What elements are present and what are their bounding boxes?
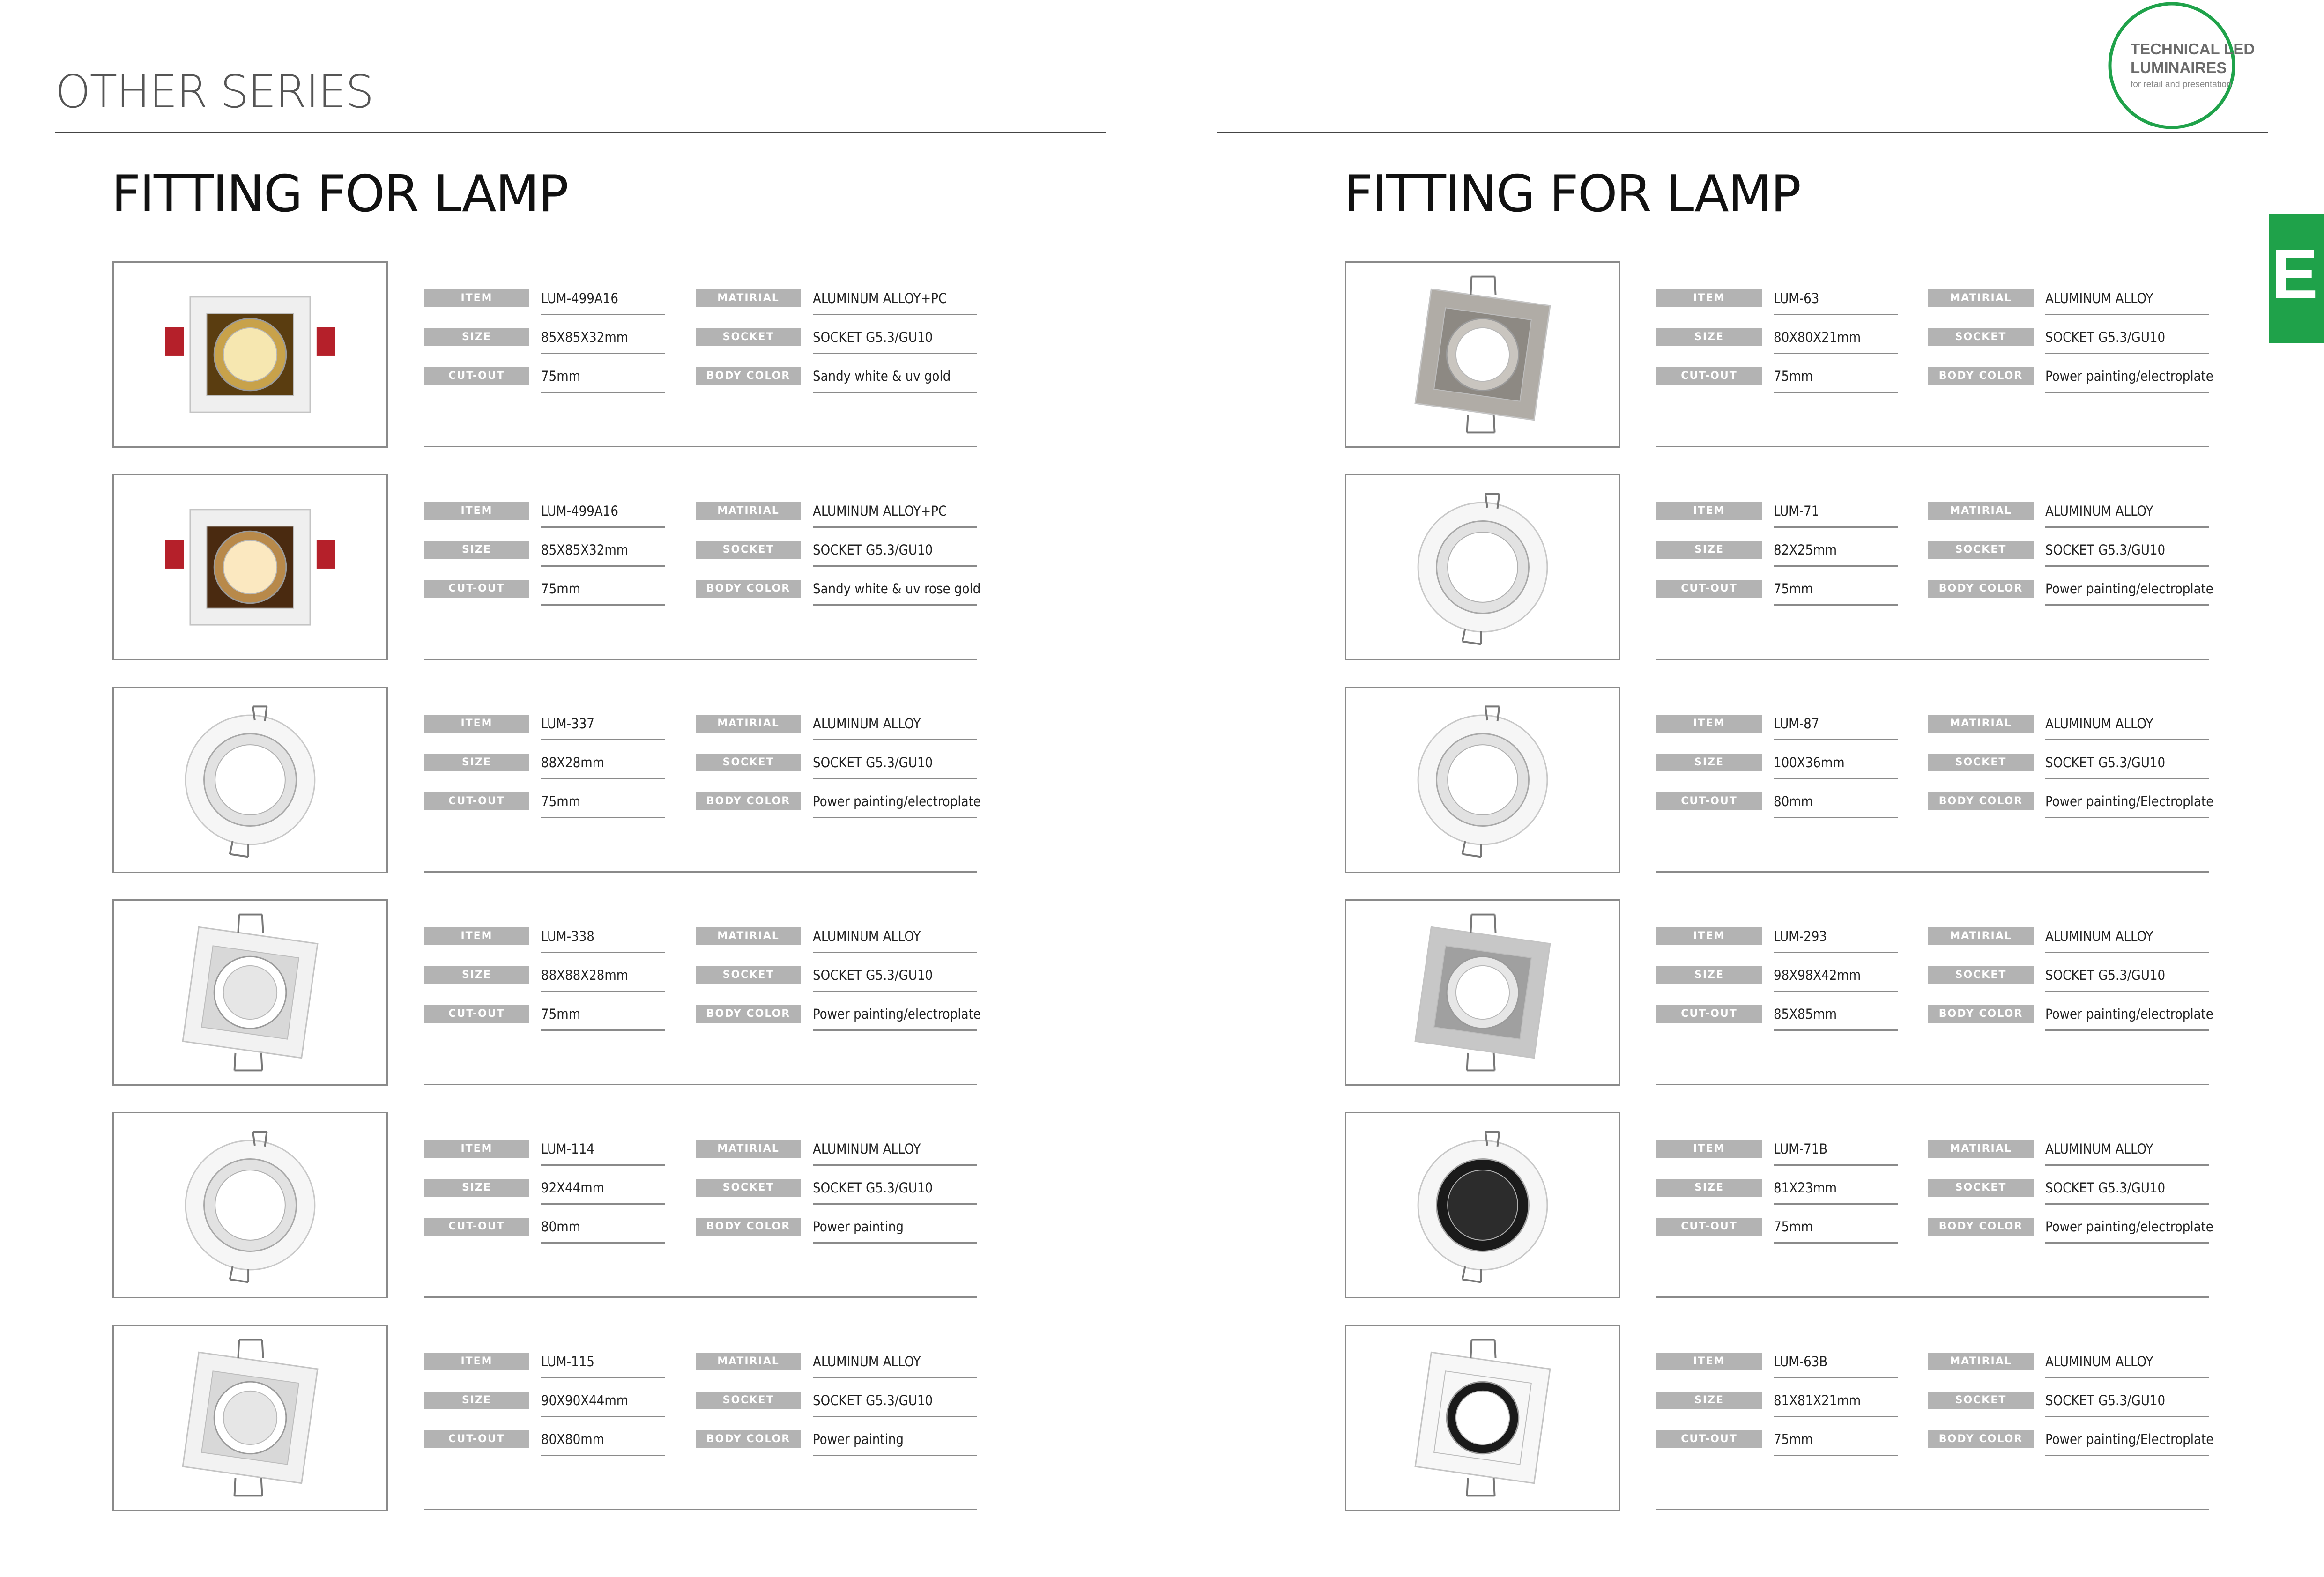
spec-value-size: 85X85X32mm [541, 329, 629, 345]
badge-line1: TECHNICAL LED [2131, 40, 2255, 58]
spec-value-size: 88X28mm [541, 755, 605, 770]
spec-label-size: SIZE [1656, 328, 1762, 346]
spec-value-material: ALUMINUM ALLOY+PC [813, 290, 947, 306]
spec-label-cutout: CUT-OUT [1656, 1430, 1762, 1448]
badge-line2: LUMINAIRES [2131, 59, 2227, 76]
spec-underline [541, 1242, 665, 1244]
spec-underline [2045, 1029, 2209, 1031]
spec-value-size: 92X44mm [541, 1180, 605, 1196]
spec-value-item: LUM-115 [541, 1354, 594, 1370]
round-deep-fitting-icon [114, 1113, 386, 1297]
spec-underline [2045, 1242, 2209, 1244]
spec-value-item: LUM-71B [1774, 1141, 1828, 1157]
row-divider [424, 446, 977, 447]
spec-label-socket: SOCKET [696, 754, 801, 771]
spec-underline [2045, 1455, 2209, 1456]
spec-value-size: 98X98X42mm [1774, 967, 1861, 983]
spec-value-body_color: Power painting/electroplate [2045, 1006, 2213, 1022]
spec-value-socket: SOCKET G5.3/GU10 [813, 1180, 933, 1196]
spec-value-material: ALUMINUM ALLOY [2045, 1141, 2153, 1157]
spec-underline [813, 314, 977, 315]
spec-underline [2045, 604, 2209, 606]
square-gold-reflector-icon [114, 263, 386, 446]
spec-underline [813, 778, 977, 779]
spec-underline [1774, 739, 1898, 740]
spec-underline [541, 314, 665, 315]
spec-underline [541, 991, 665, 992]
spec-label-material: MATIRIAL [696, 927, 801, 945]
spec-value-material: ALUMINUM ALLOY [2045, 928, 2153, 944]
spec-value-cutout: 75mm [1774, 581, 1813, 597]
product-image [1345, 1112, 1620, 1298]
spec-value-socket: SOCKET G5.3/GU10 [2045, 542, 2166, 558]
spec-underline [1774, 1164, 1898, 1166]
spec-underline [2045, 778, 2209, 779]
spec-underline [1774, 991, 1898, 992]
spec-label-material: MATIRIAL [1928, 927, 2034, 945]
spec-value-material: ALUMINUM ALLOY [2045, 1354, 2153, 1370]
spec-value-body_color: Power painting/electroplate [2045, 581, 2213, 597]
spec-label-socket: SOCKET [696, 1179, 801, 1197]
product-image [1345, 687, 1620, 873]
spec-value-cutout: 75mm [541, 368, 581, 384]
spec-label-material: MATIRIAL [696, 502, 801, 520]
spec-label-socket: SOCKET [1928, 966, 2034, 984]
spec-value-cutout: 75mm [1774, 368, 1813, 384]
spec-underline [1774, 353, 1898, 354]
spec-underline [1774, 1455, 1898, 1456]
spec-label-size: SIZE [1656, 966, 1762, 984]
round-large-fitting-icon [1346, 688, 1619, 872]
spec-underline [1774, 817, 1898, 818]
spec-label-material: MATIRIAL [696, 1140, 801, 1158]
spec-value-cutout: 75mm [541, 793, 581, 809]
spec-underline [1774, 604, 1898, 606]
spec-underline [813, 353, 977, 354]
spec-underline [813, 1029, 977, 1031]
spec-value-material: ALUMINUM ALLOY [813, 928, 921, 944]
product-image [1345, 1325, 1620, 1511]
spec-value-material: ALUMINUM ALLOY+PC [813, 503, 947, 519]
spec-underline [1774, 1203, 1898, 1205]
spec-label-socket: SOCKET [1928, 328, 2034, 346]
round-black-fitting-icon [1346, 1113, 1619, 1297]
row-divider [424, 1509, 977, 1510]
row-divider [1656, 1509, 2209, 1510]
spec-underline [1774, 1029, 1898, 1031]
spec-value-material: ALUMINUM ALLOY [813, 1354, 921, 1370]
spec-label-item: ITEM [1656, 927, 1762, 945]
spec-value-socket: SOCKET G5.3/GU10 [2045, 329, 2166, 345]
spec-label-socket: SOCKET [1928, 754, 2034, 771]
spec-value-body_color: Power painting [813, 1219, 904, 1235]
spec-underline [813, 526, 977, 528]
header-rule-left [55, 132, 1106, 133]
row-divider [1656, 871, 2209, 873]
square-nickel-fitting-icon [1346, 263, 1619, 446]
spec-label-body_color: BODY COLOR [696, 580, 801, 598]
spec-label-socket: SOCKET [1928, 541, 2034, 559]
spec-underline [813, 1242, 977, 1244]
spec-label-cutout: CUT-OUT [424, 1430, 529, 1448]
spec-label-body_color: BODY COLOR [696, 1430, 801, 1448]
spec-underline [2045, 1203, 2209, 1205]
spec-underline [813, 392, 977, 393]
spec-value-body_color: Power painting/electroplate [2045, 1219, 2213, 1235]
spec-underline [2045, 1164, 2209, 1166]
spec-value-cutout: 75mm [1774, 1219, 1813, 1235]
spec-underline [541, 817, 665, 818]
spec-label-body_color: BODY COLOR [1928, 580, 2034, 598]
spec-label-socket: SOCKET [1928, 1392, 2034, 1409]
spec-underline [2045, 392, 2209, 393]
spec-label-size: SIZE [424, 1179, 529, 1197]
spec-underline [541, 1455, 665, 1456]
row-divider [1656, 1084, 2209, 1085]
spec-label-size: SIZE [424, 328, 529, 346]
product-image [112, 1325, 388, 1511]
spec-underline [2045, 314, 2209, 315]
product-image [112, 1112, 388, 1298]
spec-value-socket: SOCKET G5.3/GU10 [2045, 1392, 2166, 1408]
spec-label-cutout: CUT-OUT [424, 1005, 529, 1023]
spec-label-socket: SOCKET [696, 1392, 801, 1409]
spec-value-item: LUM-337 [541, 716, 594, 732]
spec-underline [2045, 353, 2209, 354]
spec-label-material: MATIRIAL [1928, 502, 2034, 520]
spec-label-body_color: BODY COLOR [696, 1218, 801, 1236]
spec-underline [1774, 314, 1898, 315]
spec-underline [541, 1164, 665, 1166]
spec-label-size: SIZE [424, 754, 529, 771]
spec-value-cutout: 80X80mm [541, 1431, 605, 1447]
page-title-right: FITTING FOR LAMP [1344, 165, 1801, 223]
spec-label-material: MATIRIAL [696, 715, 801, 733]
header-rule-right [1217, 132, 2268, 133]
row-divider [424, 659, 977, 660]
spec-value-socket: SOCKET G5.3/GU10 [813, 329, 933, 345]
spec-underline [1774, 1377, 1898, 1378]
product-image [1345, 474, 1620, 660]
spec-value-size: 90X90X44mm [541, 1392, 629, 1408]
spec-value-material: ALUMINUM ALLOY [2045, 290, 2153, 306]
badge-line3: for retail and presentation [2131, 80, 2232, 89]
spec-label-cutout: CUT-OUT [1656, 1218, 1762, 1236]
spec-value-cutout: 75mm [541, 1006, 581, 1022]
spec-label-item: ITEM [1656, 502, 1762, 520]
spec-value-body_color: Sandy white & uv gold [813, 368, 951, 384]
spec-value-item: LUM-293 [1774, 928, 1827, 944]
spec-underline [541, 1029, 665, 1031]
round-white-fitting-icon [1346, 475, 1619, 659]
spec-value-socket: SOCKET G5.3/GU10 [813, 967, 933, 983]
spec-underline [1774, 952, 1898, 953]
spec-label-cutout: CUT-OUT [424, 580, 529, 598]
row-divider [424, 1296, 977, 1298]
spec-label-body_color: BODY COLOR [1928, 1218, 2034, 1236]
spec-underline [2045, 991, 2209, 992]
square-black-fitting-icon [1346, 1326, 1619, 1510]
spec-underline [813, 1164, 977, 1166]
spec-underline [2045, 526, 2209, 528]
spec-underline [2045, 952, 2209, 953]
spec-label-material: MATIRIAL [1928, 289, 2034, 307]
spec-label-item: ITEM [424, 289, 529, 307]
spec-label-body_color: BODY COLOR [1928, 1430, 2034, 1448]
spec-underline [813, 739, 977, 740]
spec-label-size: SIZE [424, 1392, 529, 1409]
spec-value-socket: SOCKET G5.3/GU10 [813, 755, 933, 770]
product-image [112, 899, 388, 1086]
section-tab-letter: E [2271, 235, 2318, 313]
spec-label-cutout: CUT-OUT [1656, 367, 1762, 385]
spec-label-material: MATIRIAL [696, 289, 801, 307]
spec-label-size: SIZE [1656, 1179, 1762, 1197]
spec-value-socket: SOCKET G5.3/GU10 [2045, 967, 2166, 983]
spec-underline [813, 991, 977, 992]
spec-underline [1774, 1242, 1898, 1244]
spec-label-cutout: CUT-OUT [1656, 580, 1762, 598]
spec-label-body_color: BODY COLOR [1928, 367, 2034, 385]
spec-value-item: LUM-338 [541, 928, 594, 944]
spec-value-size: 88X88X28mm [541, 967, 629, 983]
spec-label-material: MATIRIAL [1928, 1140, 2034, 1158]
row-divider [424, 871, 977, 873]
spec-underline [1774, 565, 1898, 567]
spec-label-body_color: BODY COLOR [696, 367, 801, 385]
spec-value-body_color: Power painting/electroplate [813, 793, 981, 809]
spec-label-size: SIZE [1656, 541, 1762, 559]
spec-underline [1774, 1416, 1898, 1417]
spec-value-item: LUM-71 [1774, 503, 1819, 519]
spec-label-cutout: CUT-OUT [1656, 792, 1762, 810]
spec-label-socket: SOCKET [696, 541, 801, 559]
spec-value-item: LUM-499A16 [541, 503, 618, 519]
spec-value-size: 82X25mm [1774, 542, 1837, 558]
spec-value-item: LUM-63B [1774, 1354, 1828, 1370]
spec-label-socket: SOCKET [696, 966, 801, 984]
spec-underline [541, 1203, 665, 1205]
spec-underline [2045, 565, 2209, 567]
spec-label-socket: SOCKET [696, 328, 801, 346]
spec-value-item: LUM-87 [1774, 716, 1819, 732]
spec-label-size: SIZE [424, 966, 529, 984]
spec-value-socket: SOCKET G5.3/GU10 [813, 542, 933, 558]
spec-underline [813, 1416, 977, 1417]
product-image [112, 261, 388, 448]
spec-label-item: ITEM [424, 1140, 529, 1158]
spec-value-size: 81X23mm [1774, 1180, 1837, 1196]
spec-value-cutout: 85X85mm [1774, 1006, 1837, 1022]
spec-value-body_color: Sandy white & uv rose gold [813, 581, 981, 597]
spec-label-item: ITEM [424, 715, 529, 733]
product-image [112, 474, 388, 660]
row-divider [424, 1084, 977, 1085]
spec-label-material: MATIRIAL [696, 1353, 801, 1370]
series-title: OTHER SERIES [55, 66, 373, 118]
row-divider [1656, 446, 2209, 447]
spec-label-body_color: BODY COLOR [696, 792, 801, 810]
spec-label-body_color: BODY COLOR [696, 1005, 801, 1023]
spec-value-socket: SOCKET G5.3/GU10 [2045, 755, 2166, 770]
spec-underline [813, 565, 977, 567]
spec-underline [541, 952, 665, 953]
spec-label-body_color: BODY COLOR [1928, 1005, 2034, 1023]
product-image [112, 687, 388, 873]
spec-label-cutout: CUT-OUT [424, 1218, 529, 1236]
spec-underline [2045, 1416, 2209, 1417]
spec-underline [541, 526, 665, 528]
spec-underline [2045, 739, 2209, 740]
spec-label-item: ITEM [1656, 289, 1762, 307]
spec-value-cutout: 75mm [541, 581, 581, 597]
spec-underline [813, 817, 977, 818]
square-chrome-fitting-icon [1346, 901, 1619, 1084]
spec-label-item: ITEM [424, 1353, 529, 1370]
spec-underline [1774, 392, 1898, 393]
spec-label-size: SIZE [1656, 754, 1762, 771]
row-divider [1656, 659, 2209, 660]
spec-underline [541, 739, 665, 740]
spec-value-material: ALUMINUM ALLOY [813, 716, 921, 732]
spec-value-cutout: 75mm [1774, 1431, 1813, 1447]
spec-label-item: ITEM [1656, 1140, 1762, 1158]
spec-underline [813, 1203, 977, 1205]
product-image [1345, 899, 1620, 1086]
spec-value-body_color: Power painting/Electroplate [2045, 1431, 2214, 1447]
spec-label-size: SIZE [424, 541, 529, 559]
spec-value-item: LUM-63 [1774, 290, 1819, 306]
spec-underline [813, 1455, 977, 1456]
spec-label-socket: SOCKET [1928, 1179, 2034, 1197]
spec-value-material: ALUMINUM ALLOY [2045, 503, 2153, 519]
spec-value-socket: SOCKET G5.3/GU10 [813, 1392, 933, 1408]
spec-underline [813, 952, 977, 953]
spec-underline [541, 1416, 665, 1417]
spec-value-socket: SOCKET G5.3/GU10 [2045, 1180, 2166, 1196]
spec-underline [541, 778, 665, 779]
spec-value-item: LUM-499A16 [541, 290, 618, 306]
spec-label-material: MATIRIAL [1928, 1353, 2034, 1370]
spec-value-size: 100X36mm [1774, 755, 1845, 770]
spec-underline [2045, 817, 2209, 818]
square-rose-gold-reflector-icon [114, 475, 386, 659]
row-divider [1656, 1296, 2209, 1298]
spec-value-cutout: 80mm [1774, 793, 1813, 809]
spec-underline [813, 604, 977, 606]
spec-value-body_color: Power painting/electroplate [813, 1006, 981, 1022]
spec-value-size: 80X80X21mm [1774, 329, 1861, 345]
spec-underline [1774, 526, 1898, 528]
spec-value-item: LUM-114 [541, 1141, 594, 1157]
spec-value-body_color: Power painting/electroplate [2045, 368, 2213, 384]
spec-label-body_color: BODY COLOR [1928, 792, 2034, 810]
spec-label-item: ITEM [1656, 1353, 1762, 1370]
spec-label-material: MATIRIAL [1928, 715, 2034, 733]
spec-underline [2045, 1377, 2209, 1378]
spec-underline [541, 353, 665, 354]
spec-label-cutout: CUT-OUT [424, 367, 529, 385]
spec-value-material: ALUMINUM ALLOY [2045, 716, 2153, 732]
spec-label-item: ITEM [1656, 715, 1762, 733]
spec-label-size: SIZE [1656, 1392, 1762, 1409]
product-image [1345, 261, 1620, 448]
spec-label-item: ITEM [424, 927, 529, 945]
spec-underline [541, 392, 665, 393]
spec-underline [541, 565, 665, 567]
round-white-fitting-icon [114, 688, 386, 872]
spec-value-material: ALUMINUM ALLOY [813, 1141, 921, 1157]
spec-label-cutout: CUT-OUT [424, 792, 529, 810]
spec-value-cutout: 80mm [541, 1219, 581, 1235]
square-deep-fitting-icon [114, 1326, 386, 1510]
spec-label-cutout: CUT-OUT [1656, 1005, 1762, 1023]
spec-underline [813, 1377, 977, 1378]
spec-underline [1774, 778, 1898, 779]
page-title-left: FITTING FOR LAMP [111, 165, 568, 223]
spec-underline [541, 1377, 665, 1378]
spec-value-size: 85X85X32mm [541, 542, 629, 558]
spec-value-body_color: Power painting/Electroplate [2045, 793, 2214, 809]
spec-label-item: ITEM [424, 502, 529, 520]
spec-value-body_color: Power painting [813, 1431, 904, 1447]
square-white-fitting-icon [114, 901, 386, 1084]
spec-value-size: 81X81X21mm [1774, 1392, 1861, 1408]
spec-underline [541, 604, 665, 606]
